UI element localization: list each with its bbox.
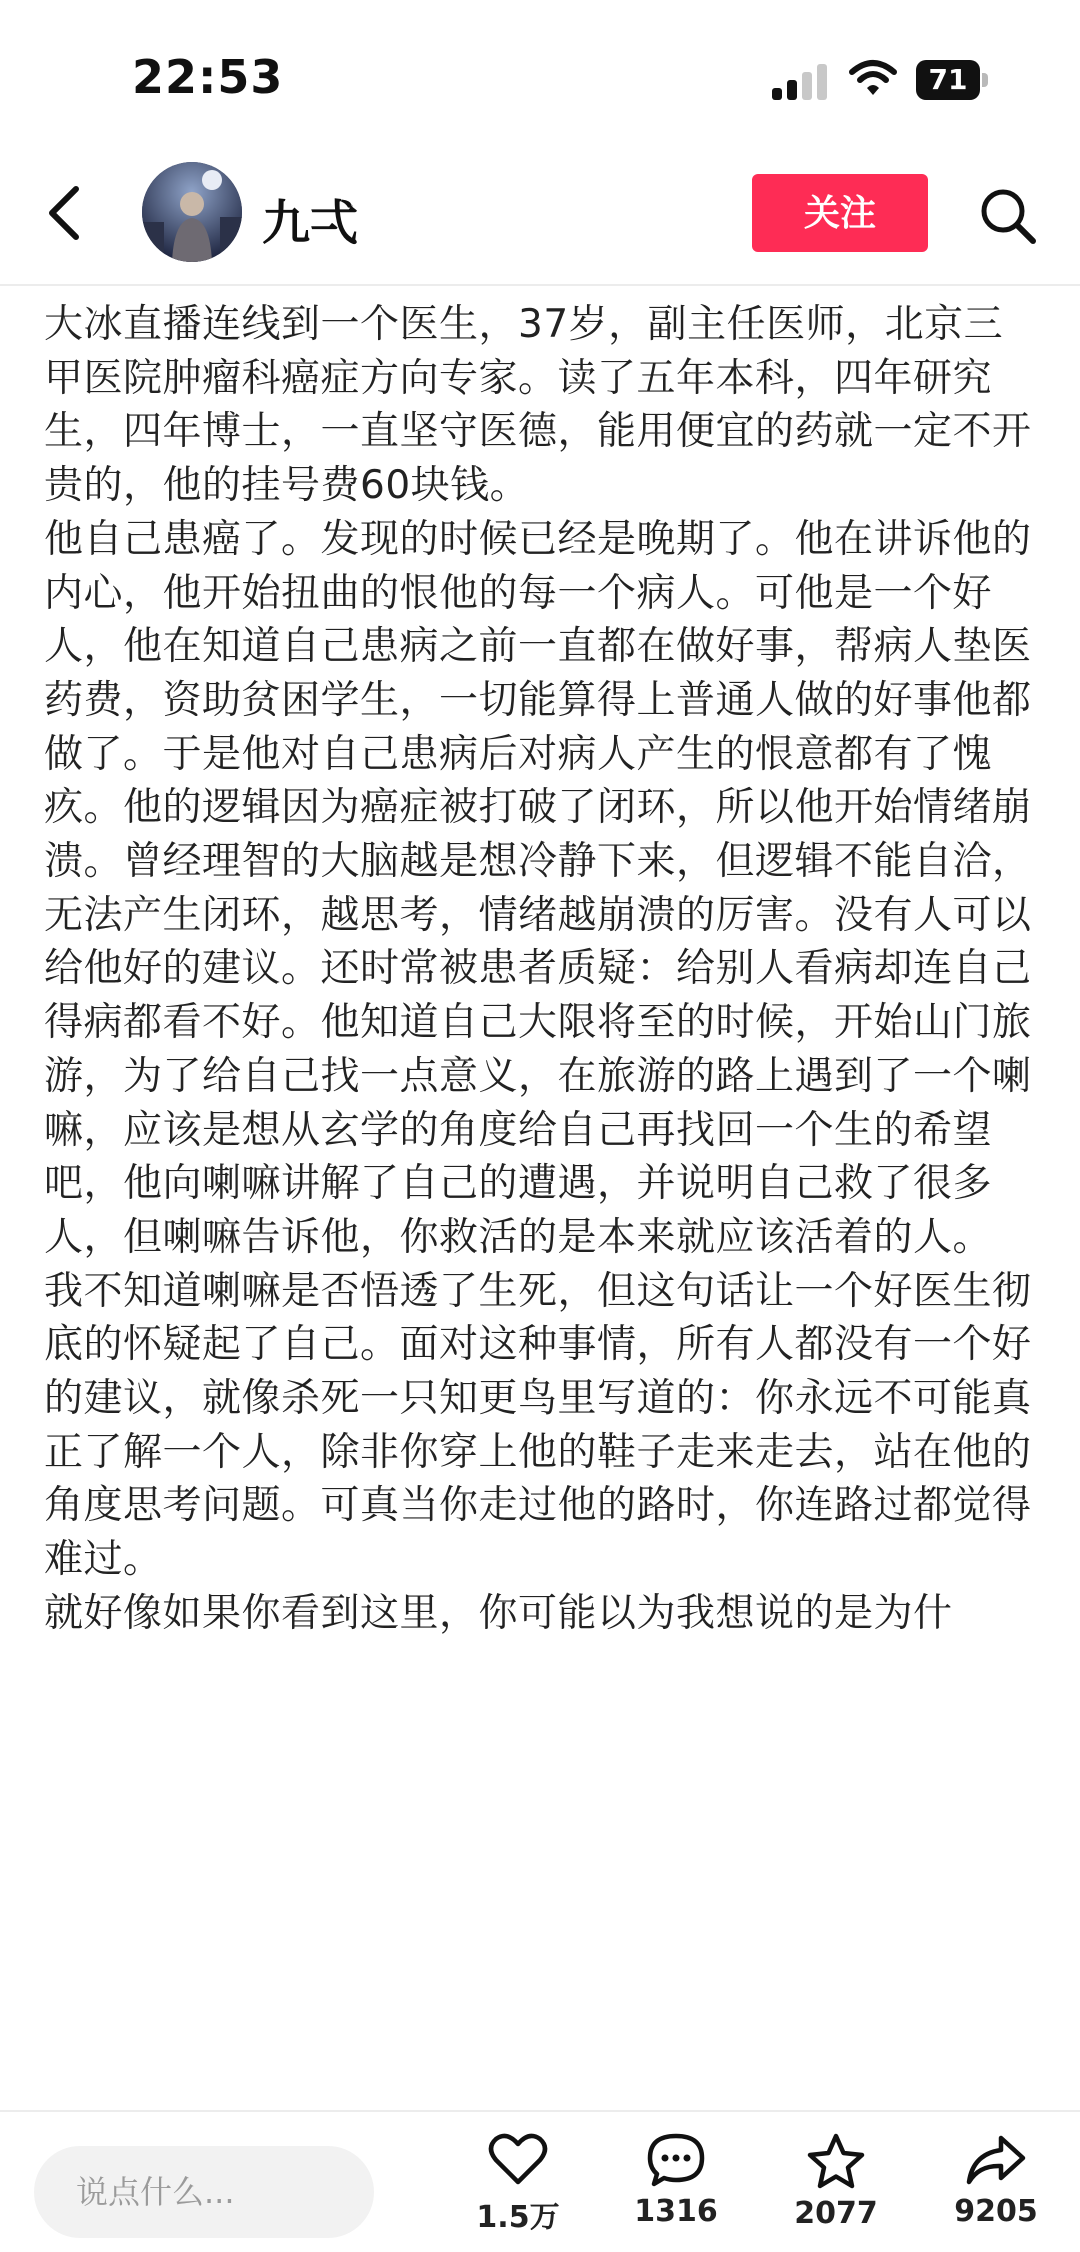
comment-input[interactable]: 说点什么...: [34, 2146, 374, 2238]
top-nav-bar: [0, 150, 1080, 286]
follow-button[interactable]: 关注: [752, 174, 928, 252]
comment-button[interactable]: [606, 2132, 746, 2252]
status-time: 22:53: [132, 50, 284, 104]
share-arrow-icon: [965, 2132, 1027, 2188]
battery-level: 71: [916, 60, 980, 100]
star-icon: [806, 2132, 866, 2190]
share-count: 9205: [954, 2194, 1038, 2229]
bottom-action-bar: [0, 2110, 1080, 2252]
favorite-button[interactable]: [766, 2132, 906, 2252]
heart-icon: [488, 2132, 548, 2186]
search-button[interactable]: [972, 180, 1044, 252]
back-button[interactable]: [36, 178, 92, 248]
wifi-icon: [848, 58, 898, 98]
favorite-count: 2077: [794, 2196, 878, 2231]
paragraph-3: 我不知道喇嘛是否悟透了生死，但这句话让一个好医生彻底的怀疑起了自己。面对这种事情，所有人都没有一个好的建议，就像杀死一只知更鸟里写道的：你永远不可能真正了解一个人，除非你穿上他的鞋子走来走去，站在他的角度思考问题。可真当你走过他的路时，你连路过都觉得难过。: [44, 1268, 1032, 1583]
like-count: 1.5万: [476, 2200, 560, 2235]
battery-icon: [916, 60, 988, 100]
post-content: [44, 298, 1042, 2110]
paragraph-1: 大冰直播连线到一个医生，37岁，副主任医师，北京三甲医院肿瘤科癌症方向专家。读了五年本科，四年研究生，四年博士，一直坚守医德，能用便宜的药就一定不开贵的，他的挂号费60块钱。: [44, 302, 1032, 509]
search-icon: [978, 186, 1038, 246]
share-button[interactable]: [926, 2132, 1066, 2252]
comment-count: 1316: [634, 2194, 718, 2229]
chevron-left-icon: [44, 185, 84, 241]
like-button[interactable]: [448, 2132, 588, 2252]
paragraph-4: 就好像如果你看到这里，你可能以为我想说的是为什: [44, 1590, 953, 1636]
signal-icon: [772, 62, 828, 100]
avatar[interactable]: [142, 162, 242, 262]
comment-bubble-icon: [646, 2132, 706, 2188]
username[interactable]: 九弌: [262, 195, 359, 251]
status-bar: [0, 0, 1080, 150]
paragraph-2: 他自己患癌了。发现的时候已经是晚期了。他在讲诉他的内心，他开始扭曲的恨他的每一个病人。可他是一个好人，他在知道自己患病之前一直都在做好事，帮病人垫医药费，资助贫困学生，一切能算得上普通人做的好事他都做了。于是他对自己患病后对病人产生的恨意都有了愧疚。他的逻辑因为癌症被打破了闭环，所以他开始情绪崩溃。曾经理智的大脑越是想冷静下来，但逻辑不能自洽，无法产生闭环，越思考，情绪越崩溃的厉害。没有人可以给他好的建议。还时常被患者质疑：给别人看病却连自己得病都看不好。他知道自己大限将至的时候，开始山门旅游，为了给自己找一点意义，在旅游的路上遇到了一个喇嘛，应该是想从玄学的角度给自己再找回一个生的希望吧，他向喇嘛讲解了自己的遭遇，并说明自己救了很多人，但喇嘛告诉他，你救活的是本来就应该活着的人。: [44, 516, 1032, 1260]
